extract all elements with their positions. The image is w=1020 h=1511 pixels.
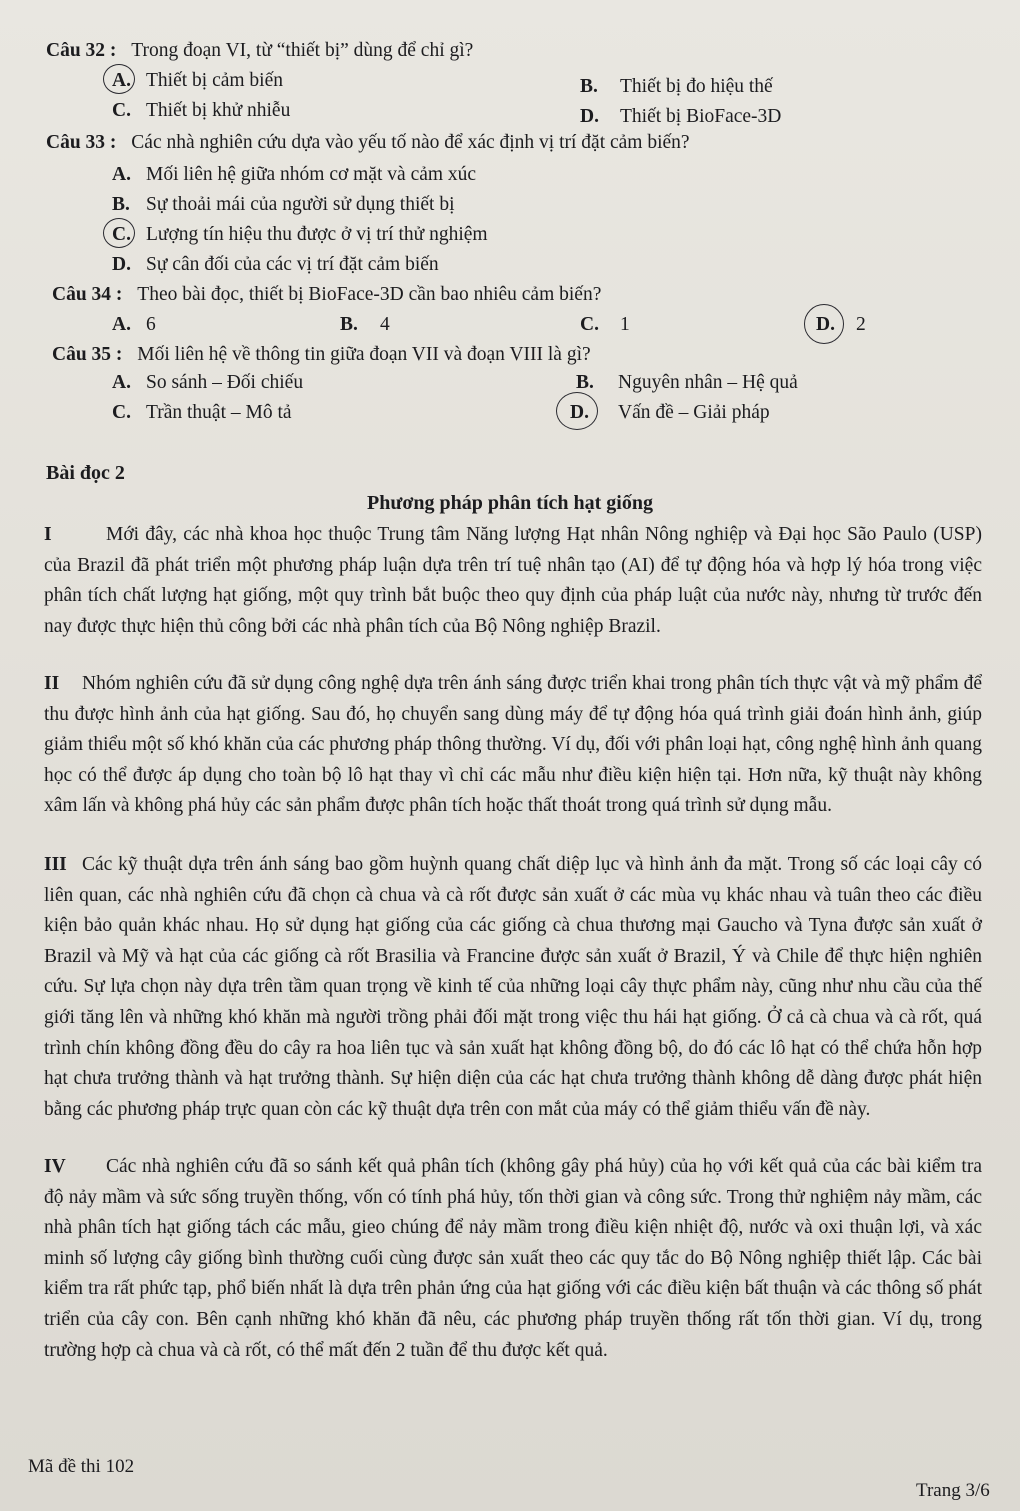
paragraph-1: [44, 520, 982, 642]
paragraph-number: III: [44, 854, 67, 875]
exam-code: Mã đề thi 102: [28, 1456, 135, 1477]
question-number: Câu 32 :: [46, 40, 117, 61]
answer-circle-mark: [556, 392, 598, 430]
paragraph-number: I: [44, 524, 52, 545]
question-text: Trong đoạn VI, từ “thiết bị” dùng để chỉ gì?: [131, 40, 474, 61]
answer-circle-mark: [804, 304, 844, 344]
question-text: Các nhà nghiên cứu dựa vào yếu tố nào để xác định vị trí đặt cảm biến?: [131, 132, 690, 153]
paragraph-number: IV: [44, 1156, 66, 1177]
option-33-c: C. Lượng tín hiệu thu được ở vị trí thử nghiệm: [112, 224, 488, 246]
option-32-d: D. Thiết bị BioFace-3D: [580, 106, 782, 127]
option-35-b: B. Nguyên nhân – Hệ quả: [576, 372, 798, 393]
paragraph-text: Các nhà nghiên cứu đã so sánh kết quả phân tích (không gây phá hủy) của họ với kết quả của các bài kiểm tra độ nảy mầm và sức sống truyền thống, vốn có tính phá hủy, tốn thời gian và công sức. Trong thử nghiệm nảy mầm, các nhà phân tích hạt giống tách các mẫu, gieo chúng để nảy mầm trong điều kiện nhiệt độ, nước và oxi thuận lợi, và xác minh số lượng cây giống bình thường cuối cùng được sản xuất theo các quy tắc do Bộ Nông nghiệp thiết lập. Các bài kiểm tra rất phức tạp, phổ biến nhất là dựa trên phản ứng của hạt giống với các điều kiện bất thuận và các thông số phát triển của cây con. Bên cạnh những khó khăn đã nêu, các phương pháp truyền thống rất tốn thời gian. Ví dụ, trong trường hợp cà chua và cà rốt, có thể mất đến 2 tuần để thu được kết quả.: [44, 1156, 982, 1361]
paragraph-number: II: [44, 673, 60, 694]
passage-title: Phương pháp phân tích hạt giống: [367, 492, 653, 514]
option-34-b: B. 4: [340, 314, 390, 335]
paragraph-text: Các kỹ thuật dựa trên ánh sáng bao gồm huỳnh quang chất diệp lục và hình ảnh đa mặt. Trong số các loại cây có liên quan, các nhà nghiên cứu đã chọn cà chua và cà rốt được sản xuất ở các mùa vụ khác nhau và tuân theo các điều kiện bảo quản khác nhau. Họ sử dụng hạt giống của các giống cà chua thương mại Gaucho và Tyna được sản xuất ở Brazil và Mỹ và hạt của các giống cà rốt Brasilia và Francine được sản xuất ở Brazil, Ý và Chile để thực hiện nghiên cứu. Sự lựa chọn này dựa trên tầm quan trọng về kinh tế của những loại cây thực phẩm này, cũng như nhu cầu của thế giới tăng lên và những khó khăn mà người trồng phải đối mặt trong việc thu hái hạt giống. Ở cả cà chua và cà rốt, quá trình chín không đồng đều do cây ra hoa liên tục và sản xuất hạt không đồng bộ, do đó các lô hạt có thể chứa hỗn hợp hạt chưa trưởng thành và hạt trưởng thành. Sự hiện diện của các hạt chưa trưởng thành không dễ dàng được phát hiện bằng các phương pháp trực quan còn các kỹ thuật dựa trên con mắt của máy có thể giảm thiểu vấn đề này.: [44, 854, 982, 1120]
option-34-a: A. 6: [112, 314, 156, 335]
option-35-c: C. Trần thuật – Mô tả: [112, 402, 292, 423]
option-32-b: B. Thiết bị đo hiệu thế: [580, 76, 773, 97]
option-32-c: C. Thiết bị khử nhiễu: [112, 100, 291, 121]
question-number: Câu 35 :: [52, 344, 123, 365]
page-number: Trang 3/6: [916, 1480, 990, 1501]
question-35: [52, 344, 591, 366]
question-number: Câu 33 :: [46, 132, 117, 153]
option-34-c: C. 1: [580, 314, 630, 335]
question-33: [46, 132, 690, 154]
option-32-a: A. Thiết bị cảm biến: [112, 70, 283, 92]
question-34: [52, 284, 601, 306]
paragraph-text: Nhóm nghiên cứu đã sử dụng công nghệ dựa trên ánh sáng được triển khai trong phân tích thực vật và mỹ phẩm để thu được hình ảnh của hạt giống. Sau đó, họ chuyển sang dùng máy để tự động hóa quá trình giải đoán hình ảnh, giúp giảm thiểu một số khó khăn của các phương pháp thông thường. Ví dụ, đối với phân loại hạt, công nghệ hình ảnh quang học có thể được áp dụng cho toàn bộ lô hạt thay vì chỉ các mẫu như điều kiện hiện tại. Hơn nữa, kỹ thuật này không xâm lấn và không phá hủy các sản phẩm được phân tích hoặc thất thoát trong quá trình sử dụng mẫu.: [44, 673, 982, 817]
answer-circle-mark: [103, 218, 135, 248]
answer-circle-mark: [103, 64, 135, 94]
option-33-b: B. Sự thoải mái của người sử dụng thiết bị: [112, 194, 455, 215]
section-title: Bài đọc 2: [46, 462, 125, 484]
paragraph-4: [44, 1152, 982, 1366]
option-33-a: A. Mối liên hệ giữa nhóm cơ mặt và cảm xúc: [112, 164, 477, 185]
option-35-d: D. Vấn đề – Giải pháp: [570, 402, 770, 424]
paragraph-3: [44, 850, 982, 1125]
question-text: Mối liên hệ về thông tin giữa đoạn VII và đoạn VIII là gì?: [137, 344, 591, 365]
option-34-d: D. 2: [816, 314, 866, 336]
paragraph-text: Mới đây, các nhà khoa học thuộc Trung tâm Năng lượng Hạt nhân Nông nghiệp và Đại học São Paulo (USP) của Brazil đã phát triển một phương pháp luận dựa trên trí tuệ nhân tạo (AI) để tự động hóa và hợp lý hóa trong việc phân tích chất lượng hạt giống, một quy trình bắt buộc theo quy định của pháp luật của nước này, nhưng từ trước đến nay được thực hiện thủ công bởi các nhà phân tích của Bộ Nông nghiệp Brazil.: [44, 524, 982, 637]
question-32: [46, 40, 473, 62]
question-number: Câu 34 :: [52, 284, 123, 305]
option-35-a: A. So sánh – Đối chiếu: [112, 372, 304, 393]
paragraph-2: [44, 669, 982, 822]
question-text: Theo bài đọc, thiết bị BioFace-3D cần bao nhiêu cảm biến?: [137, 284, 602, 305]
option-33-d: D. Sự cân đối của các vị trí đặt cảm biến: [112, 254, 439, 275]
